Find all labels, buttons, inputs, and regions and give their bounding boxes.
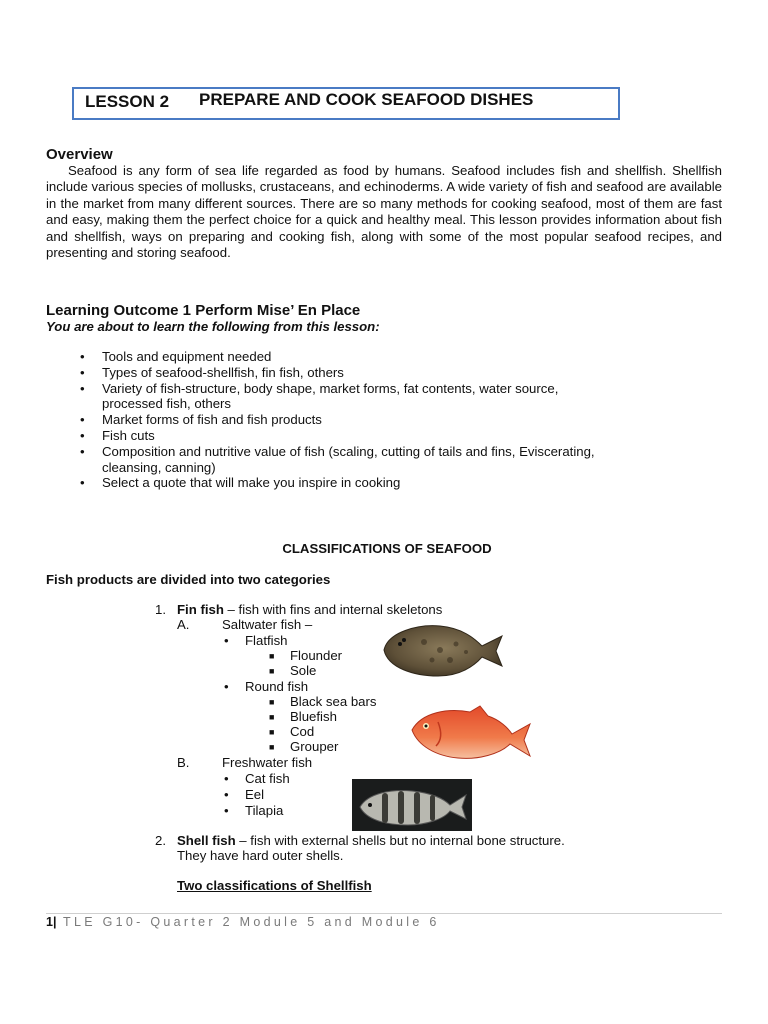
bullet-icon: • [224,679,229,694]
grouper-label: Grouper [290,739,339,754]
footer-divider [46,913,722,914]
flatfish-label: Flatfish [245,633,288,648]
shell-fish-line [177,833,565,848]
fin-fish-number: 1. [155,602,166,617]
shell-fish-number: 2. [155,833,166,848]
black-sea-bars-label: Black sea bars [290,694,377,709]
lesson-title: PREPARE AND COOK SEAFOOD DISHES [199,90,534,109]
square-bullet-icon: ■ [269,742,275,752]
learning-outcome-heading: Learning Outcome 1 Perform Mise’ En Place [46,302,361,319]
round-fish-image [408,704,534,766]
list-item: • Market forms of fish and fish products [80,412,600,428]
cat-fish-label: Cat fish [245,771,290,786]
shell-fish-term: Shell fish [177,833,236,848]
eel-label: Eel [245,787,265,802]
round-fish-label: Round fish [245,679,309,694]
overview-heading: Overview [46,146,113,163]
page-footer [46,915,440,929]
square-bullet-icon: ■ [269,651,275,661]
freshwater-fish-image [352,779,472,831]
bluefish-label: Bluefish [290,709,337,724]
shell-fish-desc-2: They have hard outer shells. [177,848,344,863]
shell-fish-desc: – fish with external shells but no internal bone structure. [235,833,565,848]
square-bullet-icon: ■ [269,666,275,676]
classifications-heading: CLASSIFICATIONS OF SEAFOOD [282,541,492,556]
fin-fish-term: Fin fish [177,602,224,617]
flounder-label: Flounder [290,648,343,663]
list-item: • Types of seafood-shellfish, fin fish, others [80,365,600,381]
list-item: • Select a quote that will make you inspire in cooking [80,475,600,491]
lesson-number: LESSON 2 [85,92,170,111]
tilapia-label: Tilapia [245,803,284,818]
shellfish-classifications-heading: Two classifications of Shellfish [177,878,372,893]
square-bullet-icon: ■ [269,727,275,737]
list-item: • Tools and equipment needed [80,349,600,365]
bullet-icon: • [224,787,229,802]
fin-fish-desc: – fish with fins and internal skeletons [223,602,443,617]
overview-text: Seafood is any form of sea life regarded as food by humans. Seafood includes fish and shellfish. Shellfish include various species of mollusks, crustaceans, and echinoderms. A wide variety of fish and seafood are available in the market from many different sources. There are so many methods for cooking seafood, most of them are fast and easy, making them the perfect choice for a quick and healthy meal. This lesson provides information about fish and shellfish, ways on preparing and cooking fish, along with some of the most popular seafood recipes, and presenting and storing seafood. [46,163,722,261]
bullet-icon: • [224,803,229,818]
bullet-icon: • [224,633,229,648]
list-item: • Composition and nutritive value of fish (scaling, cutting of tails and fins, Eviscerating, cleansing, canning) [80,444,600,476]
fin-fish-line [177,602,442,617]
freshwater-label: Freshwater fish [222,755,313,770]
footer-separator: | [52,915,57,929]
square-bullet-icon: ■ [269,697,275,707]
square-bullet-icon: ■ [269,712,275,722]
freshwater-letter: B. [177,755,190,770]
list-item: • Variety of fish-structure, body shape, market forms, fat contents, water source, processed fish, others [80,381,600,413]
list-item: • Fish cuts [80,428,600,444]
saltwater-label: Saltwater fish – [222,617,313,632]
footer-text: TLE G10- Quarter 2 Module 5 and Module 6 [63,915,440,929]
saltwater-letter: A. [177,617,190,632]
bullet-icon: • [224,771,229,786]
overview-paragraph [46,163,722,261]
learning-outcome-list [80,349,600,491]
flounder-image [378,620,506,682]
page-number: 1 [46,915,53,929]
cod-label: Cod [290,724,315,739]
sole-label: Sole [290,663,317,678]
learning-outcome-subheading: You are about to learn the following from this lesson: [46,319,380,334]
categories-heading: Fish products are divided into two categories [46,572,331,587]
